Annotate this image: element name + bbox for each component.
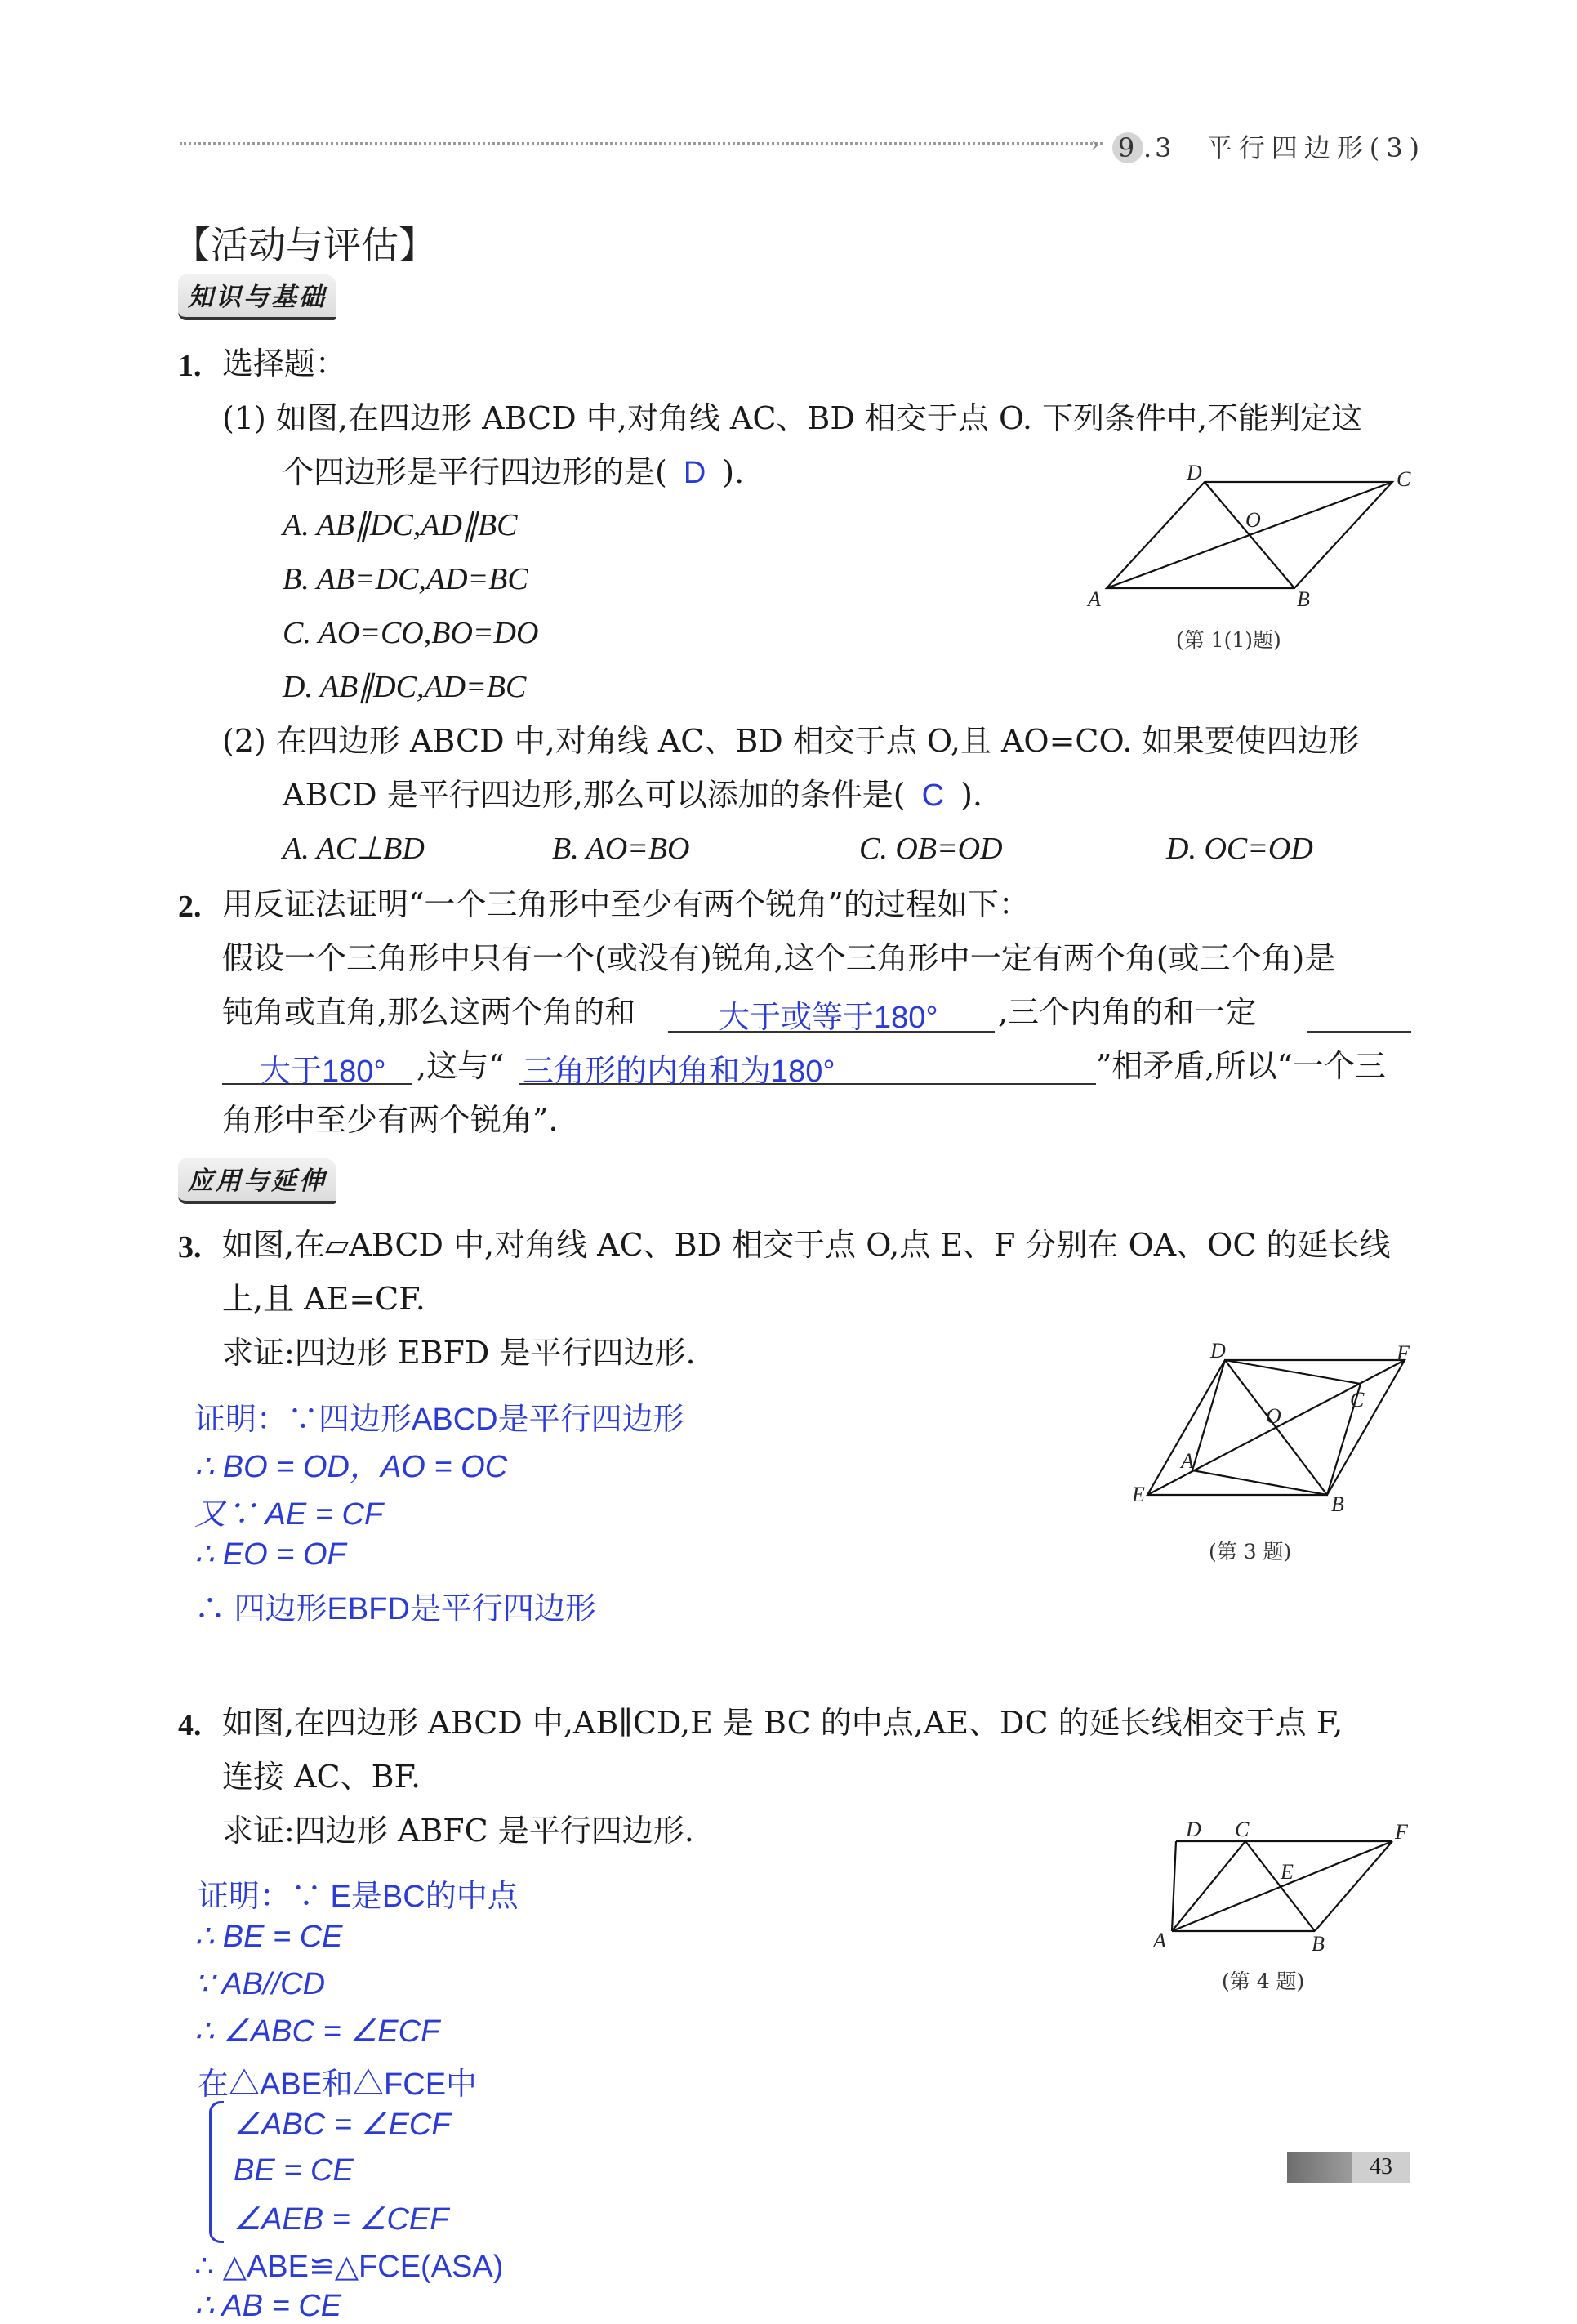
q1-figure-caption: (第 1(1)题)	[1176, 628, 1281, 652]
fig3-label-o: O	[1266, 1404, 1281, 1428]
header-section-rest: .3	[1143, 132, 1175, 163]
fig3-label-c: C	[1350, 1388, 1365, 1412]
fig1-label-b: B	[1297, 587, 1310, 611]
fig3-label-f: F	[1397, 1341, 1410, 1365]
fig4-label-b: B	[1312, 1932, 1325, 1956]
q1-p2-option-b: B. AO=BO	[552, 832, 690, 866]
fig3-label-a: A	[1181, 1449, 1194, 1473]
q3-proof-line2: ∴ BO = OD，AO = OC	[194, 1450, 508, 1484]
q4-brace	[209, 2101, 224, 2243]
q3-line3: 求证:四边形 EBFD 是平行四边形.	[222, 1335, 696, 1371]
q3-figure-caption: (第 3 题)	[1209, 1540, 1292, 1563]
q2-line1: 用反证法证明“一个三角形中至少有两个锐角”的过程如下：	[222, 886, 1030, 922]
q4-figure-caption: (第 4 题)	[1222, 1969, 1305, 1993]
figure-q3	[1119, 1340, 1429, 1519]
q4-proof-line8: ∠AEB = ∠CEF	[234, 2202, 449, 2237]
q1-p2-close: ).	[960, 777, 982, 813]
header-arrow-icon: ›	[1090, 131, 1100, 158]
fig1-label-a: A	[1088, 587, 1101, 611]
q1-p2-option-a: A. AC⊥BD	[283, 832, 425, 866]
fig4-label-d: D	[1186, 1818, 1201, 1841]
header-dotted-rule	[180, 142, 1103, 145]
q1-number: 1.	[178, 349, 202, 383]
q2-line2: 假设一个三角形中只有一个(或没有)锐角,这个三角形中一定有两个角(或三个角)是	[222, 940, 1336, 976]
q2-line3b: ,三个内角的和一定	[998, 994, 1257, 1030]
q3-line2: 上,且 AE=CF.	[222, 1281, 425, 1317]
fig1-label-o: O	[1245, 508, 1261, 532]
q1-p1-option-b: B. AB=DC,AD=BC	[283, 562, 528, 596]
q4-proof-line3: ∵ AB//CD	[194, 1967, 326, 2001]
q1-p1-line2-text: 个四边形是平行四边形的是(	[283, 454, 667, 490]
q4-line3: 求证:四边形 ABFC 是平行四边形.	[222, 1813, 694, 1849]
q4-proof-line7: BE = CE	[234, 2153, 354, 2188]
figure-q4	[1143, 1817, 1421, 1956]
q4-proof-line6: ∠ABC = ∠ECF	[234, 2108, 451, 2142]
q4-proof-line10: ∴ AB = CE	[194, 2289, 342, 2323]
q4-proof-line4: ∴ ∠ABC = ∠ECF	[194, 2014, 440, 2049]
header-title: 平行四边形(3)	[1205, 132, 1427, 163]
q1-p1-answer: D	[683, 456, 706, 490]
header-section	[1112, 127, 1426, 165]
q3-line1: 如图,在▱ABCD 中,对角线 AC、BD 相交于点 O,点 E、F 分别在 OA、OC 的延长线	[222, 1227, 1391, 1263]
q1-p1-close: ).	[722, 454, 745, 490]
q2-answer1: 大于或等于180°	[719, 1001, 938, 1035]
figure-q1	[1078, 457, 1421, 621]
fig4-label-e: E	[1281, 1860, 1294, 1884]
q2-line5: 角形中至少有两个锐角”.	[222, 1102, 559, 1138]
q1-p1-option-a: A. AB∥DC,AD∥BC	[283, 508, 518, 542]
q1-p1-line1: (1) 如图,在四边形 ABCD 中,对角线 AC、BD 相交于点 O. 下列条件中,不能判定这	[222, 400, 1363, 436]
page-number: 43	[1352, 2152, 1410, 2183]
q3-number: 3.	[178, 1230, 202, 1265]
q1-p2-line2-text: ABCD 是平行四边形,那么可以添加的条件是(	[283, 777, 906, 813]
q2-line4b: ”相矛盾,所以“一个三	[1096, 1048, 1386, 1084]
q4-line2: 连接 AC、BF.	[222, 1759, 421, 1795]
fig1-label-d: D	[1187, 461, 1202, 484]
header-section-circle: 9	[1112, 132, 1143, 163]
fig3-label-e: E	[1132, 1483, 1145, 1506]
q4-proof-line2: ∴ BE = CE	[194, 1920, 343, 1954]
q1-p2-line1: (2) 在四边形 ABCD 中,对角线 AC、BD 相交于点 O,且 AO=CO. 如果要使四边形	[222, 723, 1360, 759]
fig4-label-c: C	[1235, 1818, 1250, 1841]
fig1-label-c: C	[1397, 467, 1411, 491]
q3-proof-line1: 证明：∵四边形ABCD是平行四边形	[194, 1403, 684, 1437]
q3-proof-line5: ∴ 四边形EBFD是平行四边形	[194, 1592, 596, 1626]
q1-p1-line2	[283, 454, 745, 490]
q1-title: 选择题：	[222, 346, 347, 381]
q1-p2-option-d: D. OC=OD	[1166, 832, 1313, 866]
q2-line3a: 钝角或直角,那么这两个角的和	[222, 994, 636, 1030]
q3-proof-line3: 又∵ AE = CF	[194, 1497, 384, 1532]
q2-answer2: 大于180°	[260, 1055, 386, 1089]
page-number-bar	[1287, 2152, 1352, 2183]
q2-blank2-head	[1307, 1031, 1411, 1033]
q1-p1-option-d: D. AB∥DC,AD=BC	[283, 670, 527, 704]
fig3-label-d: D	[1210, 1339, 1226, 1363]
q2-answer3: 三角形的内角和为180°	[523, 1055, 835, 1089]
badge-apply: 应用与延伸	[178, 1158, 336, 1204]
q4-proof-line9: ∴ △ABE≌△FCE(ASA)	[194, 2250, 504, 2284]
section-title: 【活动与评估】	[173, 223, 436, 267]
q1-p2-option-c: C. OB=OD	[859, 832, 1003, 866]
fig3-label-b: B	[1331, 1492, 1344, 1516]
q2-line4a: ,这与“	[417, 1048, 505, 1084]
fig4-label-a: A	[1153, 1929, 1166, 1952]
q4-number: 4.	[178, 1708, 202, 1742]
fig4-label-f: F	[1395, 1820, 1408, 1844]
badge-basic: 知识与基础	[178, 274, 336, 320]
q3-proof-line4: ∴ EO = OF	[194, 1537, 346, 1572]
q4-proof-line1: 证明：∵ E是BC的中点	[198, 1880, 519, 1914]
q1-p1-option-c: C. AO=CO,BO=DO	[283, 616, 539, 650]
q1-p2-line2	[283, 779, 982, 811]
q4-proof-line5: 在△ABE和△FCE中	[198, 2068, 478, 2102]
q2-number: 2.	[178, 890, 202, 924]
q1-p2-answer: C	[921, 778, 945, 813]
q4-line1: 如图,在四边形 ABCD 中,AB∥CD,E 是 BC 的中点,AE、DC 的延长线相交于点 F,	[222, 1705, 1343, 1741]
